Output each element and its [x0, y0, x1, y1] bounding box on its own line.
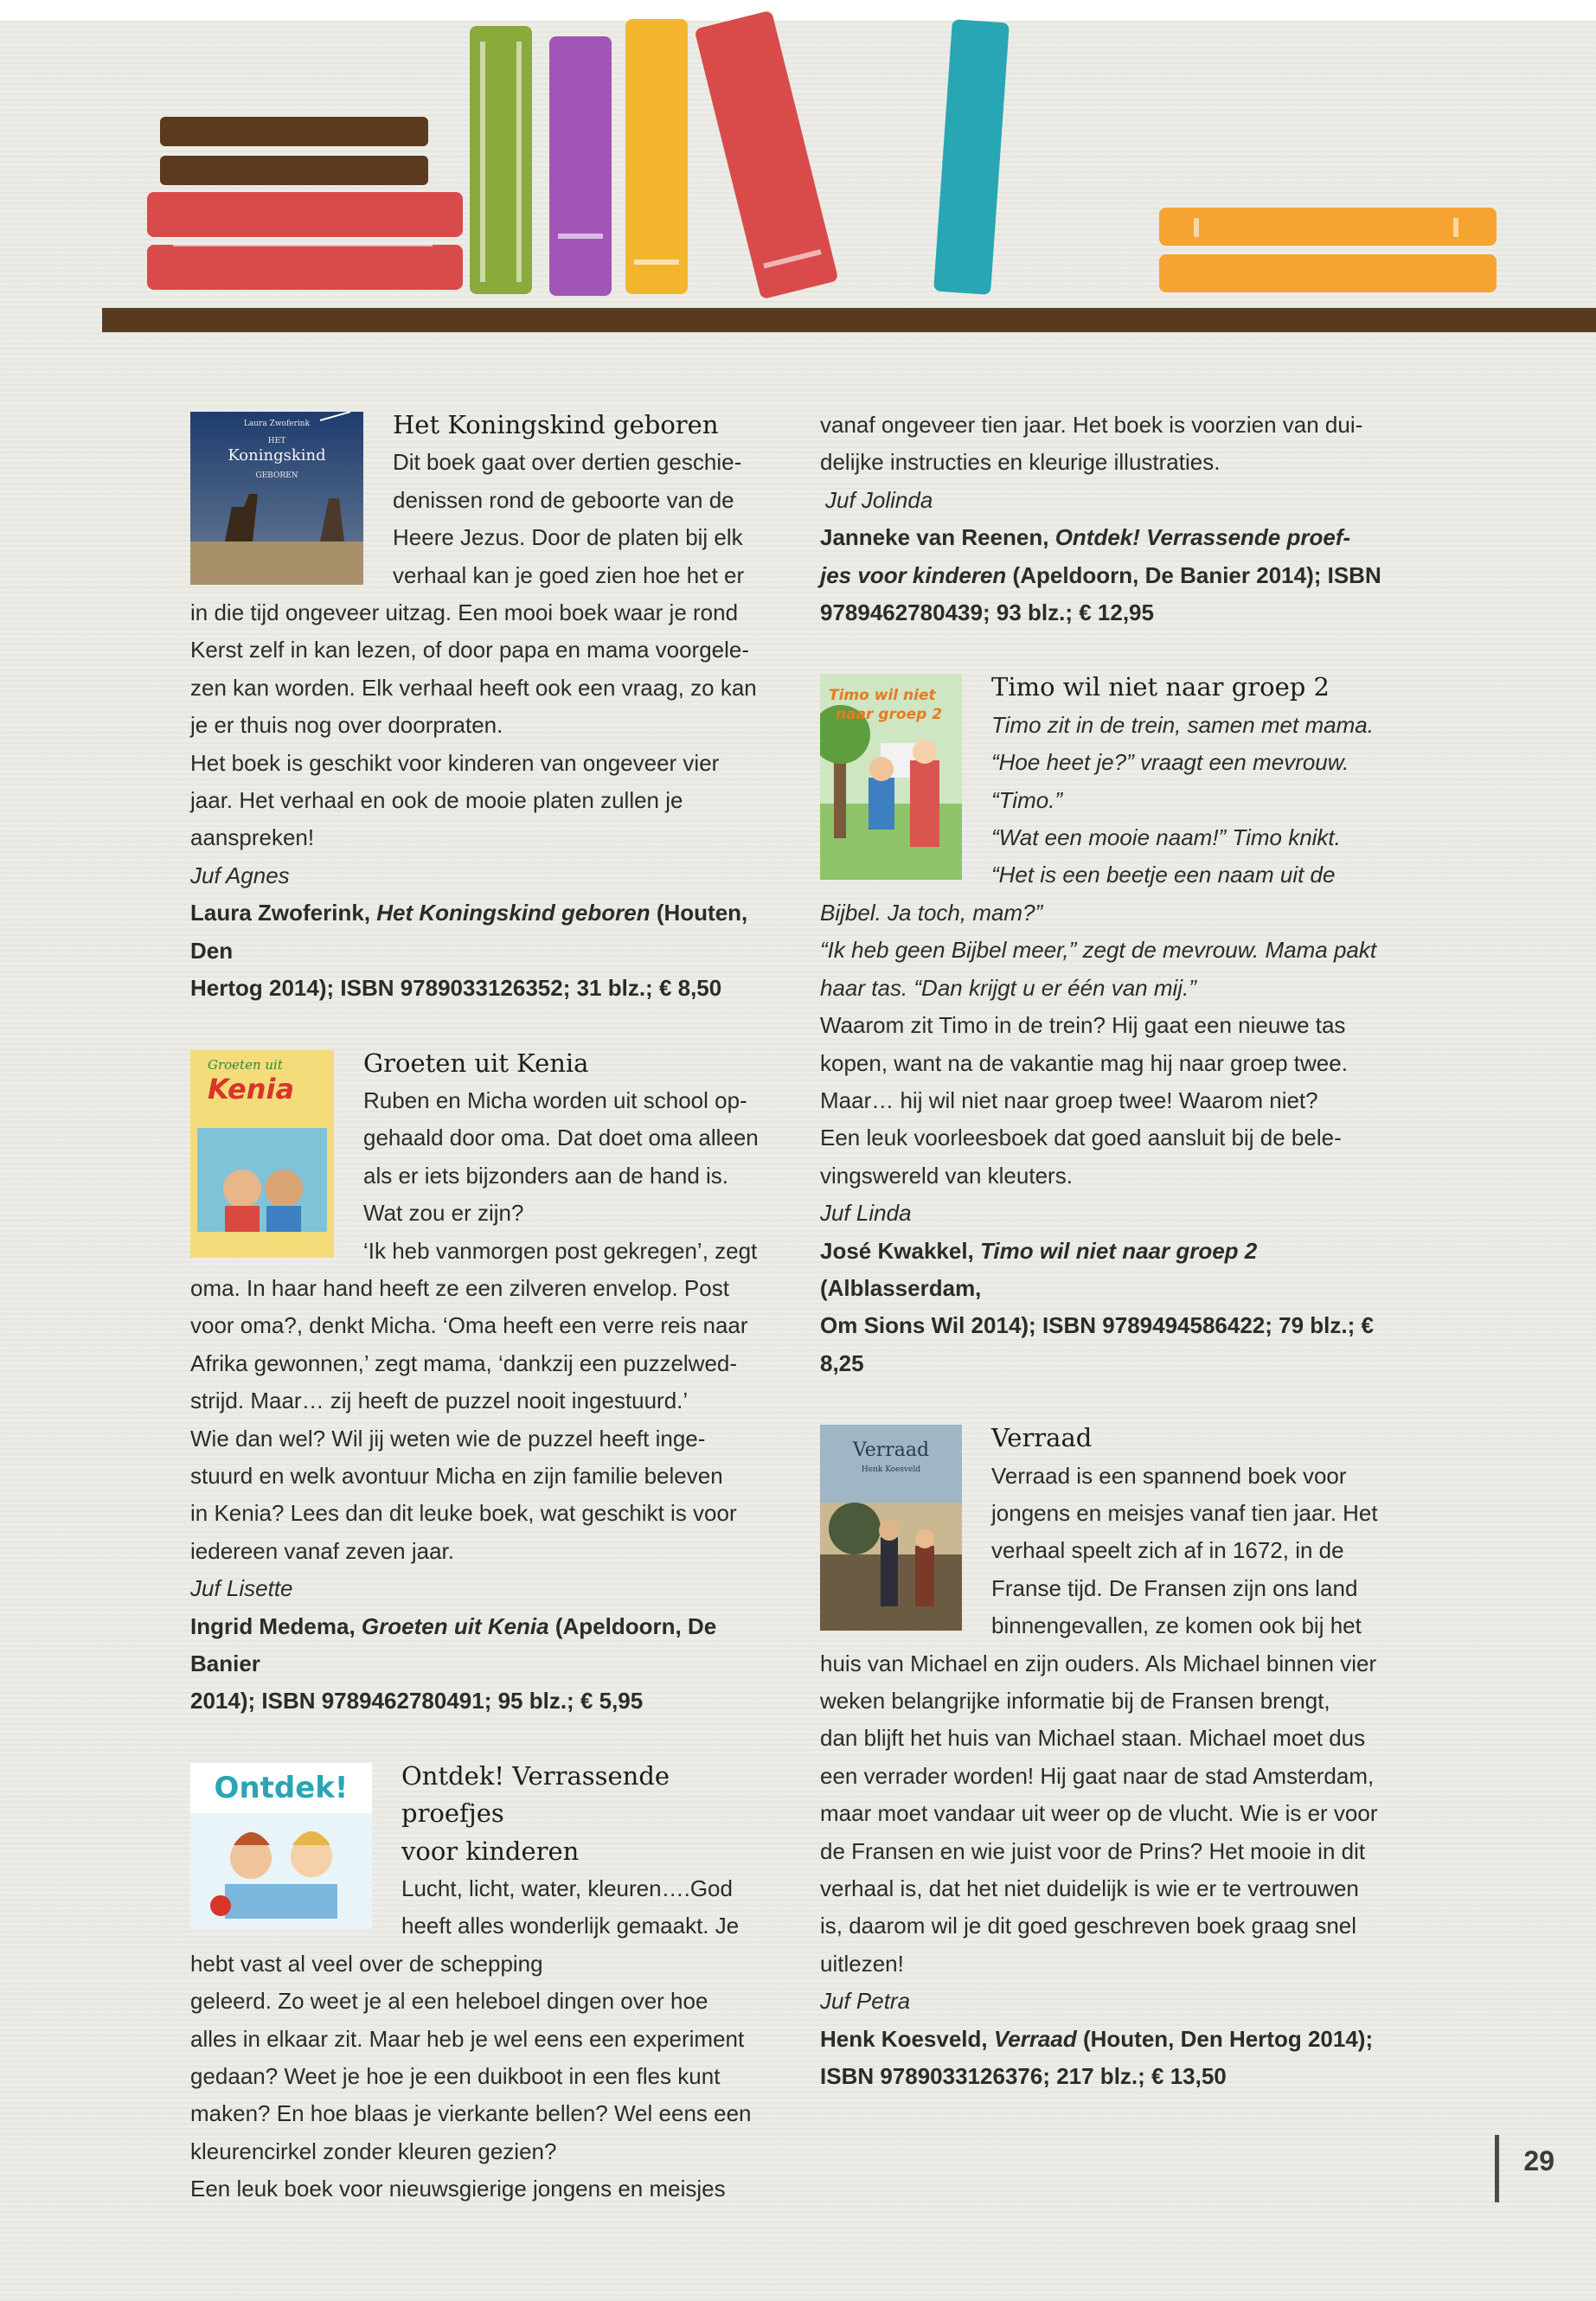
review-timo	[820, 669, 1408, 1382]
verraad-wrap-4: Franse tijd. De Fransen zijn ons land	[991, 1574, 1358, 1601]
book-green	[470, 26, 532, 294]
ontdek-line-2: alles in elkaar zit. Maar heb je wel eens een experiment	[190, 2025, 745, 2052]
timo-wrap-5: “Het is een beetje een naam uit de	[991, 862, 1336, 888]
kenia-signature: Juf Lisette	[190, 1575, 293, 1602]
review-koningskind	[190, 407, 779, 1008]
verraad-title: Verraad	[991, 1423, 1093, 1453]
cover-kenia-line-2: Kenia	[208, 1072, 295, 1106]
review-verraad	[820, 1420, 1408, 2095]
timo-line-2: kopen, want na de vakantie mag hij naar groep twee.	[820, 1049, 1348, 1076]
cover-verraad	[820, 1425, 962, 1631]
page-number-rule	[1495, 2135, 1499, 2202]
book-red-2	[147, 245, 463, 290]
cover-timo-line-2: naar groep 2	[836, 706, 943, 724]
verraad-wrap-2: jongens en meisjes vanaf tien jaar. Het	[991, 1499, 1378, 1526]
koningskind-reference-2: Hertog 2014); ISBN 9789033126352; 31 blz.; € 8,50	[190, 975, 722, 1002]
book-purple	[549, 36, 612, 296]
ontdek-reference-1: Janneke van Reenen, Ontdek! Verrassende proef-	[820, 524, 1351, 551]
book-orange-1	[1159, 208, 1497, 246]
timo-line-3: Maar… hij wil niet naar groep twee! Waarom niet?	[820, 1086, 1318, 1113]
koningskind-line-5: Het boek is geschikt voor kinderen van ongeveer vier	[190, 749, 720, 776]
timo-reference-2: Om Sions Wil 2014); ISBN 9789494586422; 79 blz.; € 8,25	[820, 1312, 1374, 1376]
cover-ontdek	[190, 1763, 372, 1929]
ontdek-wrap-3: hebt vast al veel over de schepping	[190, 1950, 543, 1977]
verraad-wrap-5: binnengevallen, ze komen ook bij het	[991, 1612, 1362, 1639]
kenia-line-8: iedereen vanaf zeven jaar.	[190, 1537, 454, 1564]
verraad-line-8: is, daarom wil je dit goed geschreven boek graag snel	[820, 1913, 1357, 1939]
kenia-reference-2: 2014); ISBN 9789462780491; 95 blz.; € 5,95	[190, 1688, 644, 1715]
kenia-line-6: stuurd en welk avontuur Micha en zijn familie beleven	[190, 1462, 723, 1489]
ontdek-title-1: Ontdek! Verrassende proefjes	[401, 1760, 670, 1829]
koningskind-wrap-1: Dit boek gaat over dertien geschie-	[393, 449, 742, 476]
left-column	[190, 407, 779, 2208]
koningskind-title: Het Koningskind geboren	[393, 410, 719, 439]
verraad-line-3: dan blijft het huis van Michael staan. Michael moet dus	[820, 1725, 1366, 1752]
cover-kenia	[190, 1050, 334, 1258]
book-brown-1	[160, 117, 428, 146]
book-red-leaning	[694, 10, 838, 300]
verraad-wrap-3: verhaal speelt zich af in 1672, in de	[991, 1537, 1344, 1564]
ontdek-title-2: voor kinderen	[401, 1836, 580, 1866]
kenia-line-3: Afrika gewonnen,’ zegt mama, ‘dankzij een puzzelwed-	[190, 1349, 738, 1376]
cover-koningskind-title: Koningskind	[228, 446, 326, 465]
ontdek-line-1: geleerd. Zo weet je al een heleboel dingen over hoe	[190, 1988, 708, 2015]
cover-kenia-line-1: Groeten uit	[208, 1056, 283, 1073]
kenia-wrap-3: als er iets bijzonders aan de hand is.	[363, 1162, 729, 1189]
ontdek-reference-3: 9789462780439; 93 blz.; € 12,95	[820, 599, 1154, 626]
timo-line-1: Waarom zit Timo in de trein? Hij gaat een nieuwe tas	[820, 1012, 1346, 1039]
cover-verraad-title: Verraad	[852, 1439, 930, 1462]
book-teal	[933, 19, 1010, 295]
right-column	[820, 407, 1408, 2095]
koningskind-line-6: jaar. Het verhaal en ook de mooie platen zullen je	[190, 787, 683, 814]
timo-reference-1: José Kwakkel, Timo wil niet naar groep 2 (Alblasserdam,	[820, 1237, 1258, 1301]
cover-koningskind-geboren: GEBOREN	[255, 471, 298, 480]
verraad-line-4: een verrader worden! Hij gaat naar de stad Amsterdam,	[820, 1762, 1375, 1789]
verraad-wrap-1: Verraad is een spannend boek voor	[991, 1462, 1347, 1489]
timo-italic-3: haar tas. “Dan krijgt u er één van mij.”	[820, 974, 1196, 1001]
ontdek-line-6: Een leuk boek voor nieuwsgierige jongens en meisjes	[190, 2176, 726, 2202]
kenia-line-4: strijd. Maar… zij heeft de puzzel nooit ingestuurd.’	[190, 1388, 689, 1414]
timo-wrap-1: Timo zit in de trein, samen met mama.	[991, 711, 1374, 738]
cover-koningskind-author: Laura Zwoferink	[243, 420, 311, 428]
timo-wrap-4: “Wat een mooie naam!” Timo knikt.	[991, 824, 1341, 851]
review-ontdek	[190, 1758, 779, 2208]
verraad-signature: Juf Petra	[820, 1988, 911, 2015]
kenia-title: Groeten uit Kenia	[363, 1048, 589, 1078]
cover-timo	[820, 674, 962, 880]
kenia-reference-1: Ingrid Medema, Groeten uit Kenia (Apeldoorn, De Banier	[190, 1612, 717, 1676]
timo-italic-2: “Ik heb geen Bijbel meer,” zegt de mevrouw. Mama pakt	[820, 937, 1377, 964]
verraad-reference-2: ISBN 9789033126376; 217 blz.; € 13,50	[820, 2063, 1227, 2090]
timo-line-4: Een leuk voorleesboek dat goed aansluit bij de bele-	[820, 1125, 1342, 1151]
koningskind-line-7: aanspreken!	[190, 824, 315, 851]
ontdek-line-5: kleurencirkel zonder kleuren gezien?	[190, 2138, 557, 2164]
timo-signature: Juf Linda	[820, 1200, 912, 1227]
kenia-wrap-2: gehaald door oma. Dat doet oma alleen	[363, 1125, 759, 1151]
verraad-line-6: de Fransen en wie juist voor de Prins? Het mooie in dit	[820, 1837, 1366, 1864]
book-yellow	[625, 19, 688, 294]
ontdek-cont-line-1: vanaf ongeveer tien jaar. Het boek is voorzien van dui-	[820, 412, 1363, 438]
koningskind-signature: Juf Agnes	[190, 862, 290, 888]
kenia-line-1: oma. In haar hand heeft ze een zilveren envelop. Post	[190, 1274, 729, 1301]
ontdek-cont-line-2: delijke instructies en kleurige illustraties.	[820, 449, 1221, 476]
koningskind-wrap-4: verhaal kan je goed zien hoe het er	[393, 561, 745, 588]
koningskind-reference-1: Laura Zwoferink, Het Koningskind geboren (Houten, Den	[190, 900, 748, 964]
timo-wrap-2: “Hoe heet je?” vraagt een mevrouw.	[991, 749, 1349, 776]
book-orange-2	[1159, 254, 1497, 292]
koningskind-line-2: Kerst zelf in kan lezen, of door papa en mama voorgele-	[190, 637, 750, 663]
kenia-line-5: Wie dan wel? Wil jij weten wie de puzzel heeft inge-	[190, 1425, 706, 1452]
ontdek-line-3: gedaan? Weet je hoe je een duikboot in een fles kunt	[190, 2063, 721, 2090]
timo-title: Timo wil niet naar groep 2	[991, 672, 1330, 702]
koningskind-wrap-2: denissen rond de geboorte van de	[393, 486, 734, 513]
timo-line-5: vingswereld van kleuters.	[820, 1162, 1073, 1189]
verraad-line-9: uitlezen!	[820, 1950, 904, 1977]
verraad-line-7: verhaal is, dat het niet duidelijk is wie er te vertrouwen	[820, 1875, 1359, 1902]
review-ontdek-continued	[820, 407, 1408, 631]
review-kenia	[190, 1045, 779, 1721]
book-brown-2	[160, 156, 428, 185]
koningskind-line-4: je er thuis nog over doorpraten.	[190, 712, 503, 739]
cover-ontdek-title: Ontdek!	[214, 1770, 349, 1805]
ontdek-wrap-1: Lucht, licht, water, kleuren….God	[401, 1875, 733, 1902]
shelf-board	[102, 308, 1596, 332]
cover-timo-line-1: Timo wil niet	[829, 687, 936, 705]
koningskind-line-3: zen kan worden. Elk verhaal heeft ook een vraag, zo kan	[190, 674, 757, 701]
verraad-reference-1: Henk Koesveld, Verraad (Houten, Den Hertog 2014);	[820, 2025, 1374, 2052]
cover-koningskind-het: HET	[267, 437, 286, 445]
verraad-line-2: weken belangrijke informatie bij de Fransen brengt,	[820, 1688, 1330, 1714]
verraad-line-5: maar moet vandaar uit weer op de vlucht. Wie is er voor	[820, 1800, 1378, 1827]
koningskind-wrap-3: Heere Jezus. Door de platen bij elk	[393, 524, 743, 551]
ontdek-wrap-2: heeft alles wonderlijk gemaakt. Je	[401, 1913, 740, 1939]
kenia-wrap-1: Ruben en Micha worden uit school op-	[363, 1086, 747, 1113]
ontdek-signature: Juf Jolinda	[825, 486, 933, 513]
ontdek-line-4: maken? En hoe blaas je vierkante bellen? Wel eens een	[190, 2100, 752, 2127]
timo-italic-1: Bijbel. Ja toch, mam?”	[820, 899, 1043, 926]
kenia-line-7: in Kenia? Lees dan dit leuke boek, wat geschikt is voor	[190, 1500, 737, 1527]
cover-koningskind	[190, 412, 363, 585]
koningskind-line-1: in die tijd ongeveer uitzag. Een mooi boek waar je rond	[190, 599, 739, 626]
kenia-line-2: voor oma?, denkt Micha. ‘Oma heeft een verre reis naar	[190, 1312, 748, 1339]
page-number: 29	[1523, 2145, 1554, 2176]
timo-wrap-3: “Timo.”	[991, 786, 1063, 813]
kenia-wrap-5: ‘Ik heb vanmorgen post gekregen’, zegt	[363, 1237, 758, 1264]
ontdek-reference-2: jes voor kinderen (Apeldoorn, De Banier 2014); ISBN	[820, 561, 1381, 588]
verraad-line-1: huis van Michael en zijn ouders. Als Michael binnen vier	[820, 1650, 1377, 1676]
cover-verraad-author: Henk Koesveld	[861, 1465, 921, 1475]
kenia-wrap-4: Wat zou er zijn?	[363, 1200, 524, 1227]
bookshelf-illustration	[0, 0, 1596, 346]
book-red-1	[147, 192, 463, 237]
